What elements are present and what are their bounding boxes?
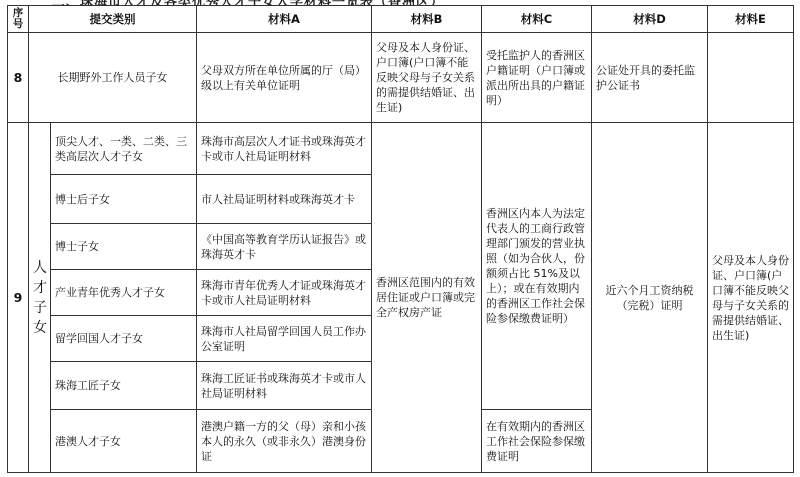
materials-table <box>7 5 794 473</box>
row9-material-b: 香洲区范围内的有效居住证或户口簿或完全产权房产证 <box>372 123 482 473</box>
row8-material-b: 父母及本人身份证、户口簿(户口簿不能反映父母与子女关系的需提供结婚证、出生证) <box>372 33 482 123</box>
table-row-9-1 <box>8 123 794 175</box>
row9-category: 港澳人才子女 <box>51 410 197 473</box>
row8-material-d: 公证处开具的委托监护公证书 <box>592 33 708 123</box>
row9-material-a: 珠海市高层次人才证书或珠海英才卡或市人社局证明材料 <box>197 123 372 175</box>
row9-category: 顶尖人才、一类、二类、三类高层次人才子女 <box>51 123 197 175</box>
row9-category: 产业青年优秀人才子女 <box>51 270 197 316</box>
row9-material-c: 香洲区内本人为法定代表人的工商行政管理部门颁发的营业执照（如为合伙人，份额须占比 51%及以上）；或在有效期内的香洲区工作社会保险参保缴费证明） <box>482 123 592 410</box>
row8-material-c: 受托监护人的香洲区户籍证明（户口簿或派出所出具的户籍证明） <box>482 33 592 123</box>
row8-material-e <box>708 33 794 123</box>
row-number: 9 <box>8 123 29 473</box>
header-material-d: 材料D <box>592 6 708 33</box>
header-material-e: 材料E <box>708 6 794 33</box>
row9-material-a: 珠海市青年优秀人才证或珠海英才卡或市人社局证明材料 <box>197 270 372 316</box>
header-material-c: 材料C <box>482 6 592 33</box>
row9-material-a: 市人社局证明材料或珠海英才卡 <box>197 175 372 224</box>
header-material-b: 材料B <box>372 6 482 33</box>
header-category: 提交类别 <box>29 6 197 33</box>
row9-material-e: 父母及本人身份证、户口簿(户口簿不能反映父母与子女关系的需提供结婚证、出生证) <box>708 123 794 473</box>
row9-material-c-last: 在有效期内的香洲区工作社会保险参保缴费证明 <box>482 410 592 473</box>
row9-material-d: 近六个月工资纳税（完税）证明 <box>592 123 708 473</box>
header-seq: 序号 <box>8 6 29 33</box>
table-row-8 <box>8 33 794 123</box>
row9-material-a: 珠海市人社局留学回国人员工作办公室证明 <box>197 316 372 362</box>
row8-material-a: 父母双方所在单位所属的厅（局）级以上有关单位证明 <box>197 33 372 123</box>
row9-category: 珠海工匠子女 <box>51 362 197 410</box>
row9-group-text: 人才子女 <box>33 259 47 336</box>
row9-category: 留学回国人才子女 <box>51 316 197 362</box>
row8-category: 长期野外工作人员子女 <box>29 33 197 123</box>
row9-material-a: 珠海工匠证书或珠海英才卡或市人社局证明材料 <box>197 362 372 410</box>
row9-category: 博士后子女 <box>51 175 197 224</box>
row-number: 8 <box>8 33 29 123</box>
header-material-a: 材料A <box>197 6 372 33</box>
row9-group-label <box>29 123 51 473</box>
row9-material-a: 《中国高等教育学历认证报告》或珠海英才卡 <box>197 224 372 270</box>
row9-material-a: 港澳户籍一方的父（母）亲和小孩本人的永久（或非永久）港澳身份证 <box>197 410 372 473</box>
header-row <box>8 6 794 33</box>
row9-category: 博士子女 <box>51 224 197 270</box>
